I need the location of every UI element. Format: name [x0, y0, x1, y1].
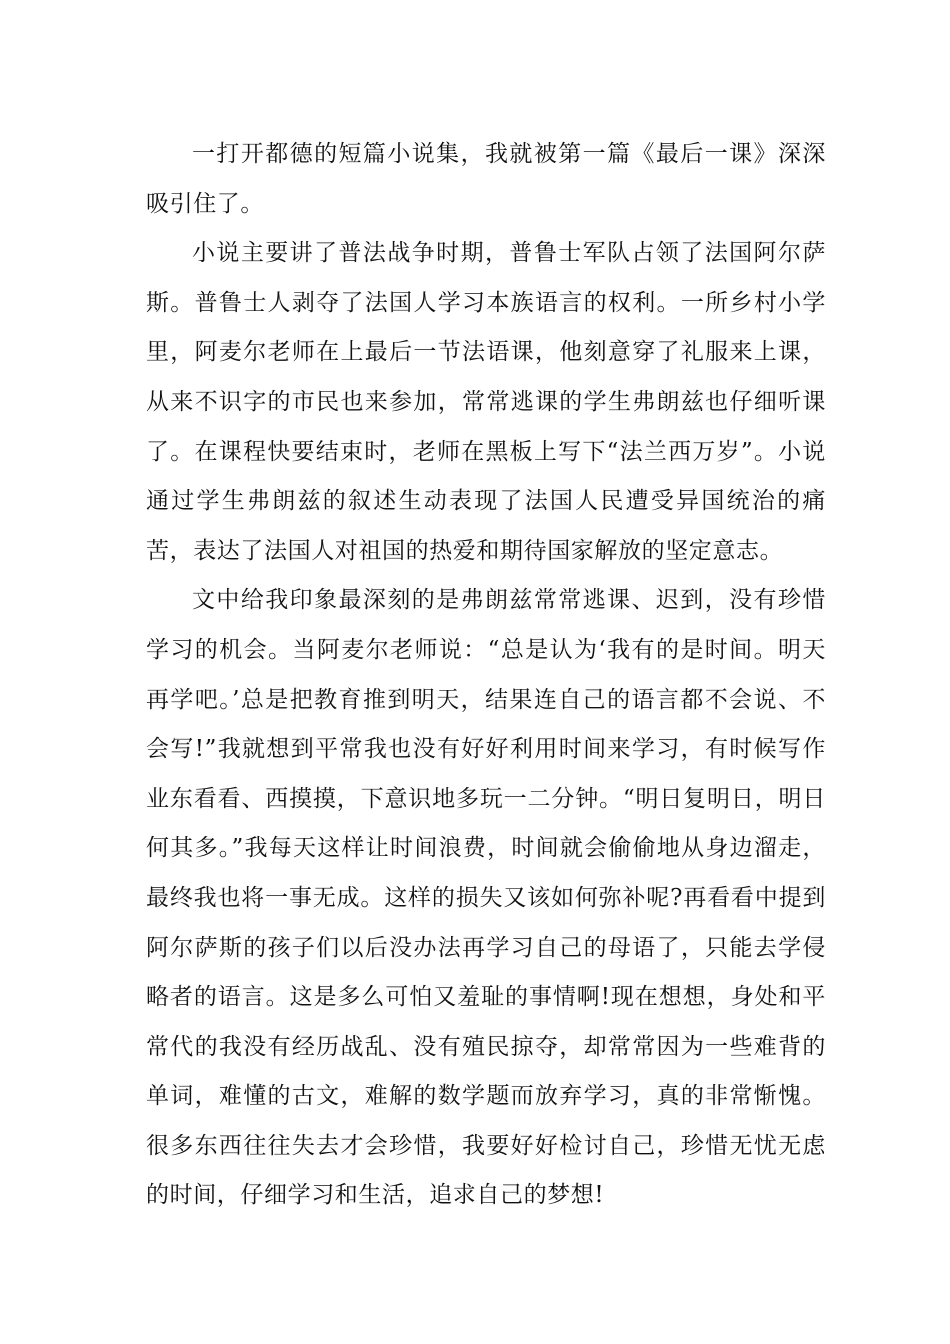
paragraph-reflection: 文中给我印象最深刻的是弗朗兹常常逃课、迟到，没有珍惜学习的机会。当阿麦尔老师说：“总是认为‘我有的是时间。明天再学吧。’总是把教育推到明天，结果连自己的语言都不会说、不会写!”我就想到平常我也没有好好利用时间来学习，有时候写作业东看看、西摸摸，下意识地多玩一二分钟。“明日复明日，明日何其多。”我每天这样让时间浪费，时间就会偷偷地从身边溜走，最终我也将一事无成。这样的损失又该如何弥补呢?再看看中提到阿尔萨斯的孩子们以后没办法再学习自己的母语了，只能去学侵略者的语言。这是多么可怕又羞耻的事情啊!现在想想，身处和平常代的我没有经历战乱、没有殖民掠夺，却常常因为一些难背的单词，难懂的古文，难解的数学题而放弃学习，真的非常惭愧。很多东西往往失去才会珍惜，我要好好检讨自己，珍惜无忧无虑的时间，仔细学习和生活，追求自己的梦想! [146, 587, 826, 1209]
paragraph-intro: 一打开都德的短篇小说集，我就被第一篇《最后一课》深深吸引住了。 [146, 141, 826, 217]
document-body [146, 130, 826, 1221]
paragraph-summary: 小说主要讲了普法战争时期，普鲁士军队占领了法国阿尔萨斯。普鲁士人剥夺了法国人学习本族语言的权利。一所乡村小学里，阿麦尔老师在上最后一节法语课，他刻意穿了礼服来上课，从来不识字的市民也来参加，常常逃课的学生弗朗兹也仔细听课了。在课程快要结束时，老师在黑板上写下“法兰西万岁”。小说通过学生弗朗兹的叙述生动表现了法国人民遭受异国统治的痛苦，表达了法国人对祖国的热爱和期待国家解放的坚定意志。 [146, 240, 826, 564]
